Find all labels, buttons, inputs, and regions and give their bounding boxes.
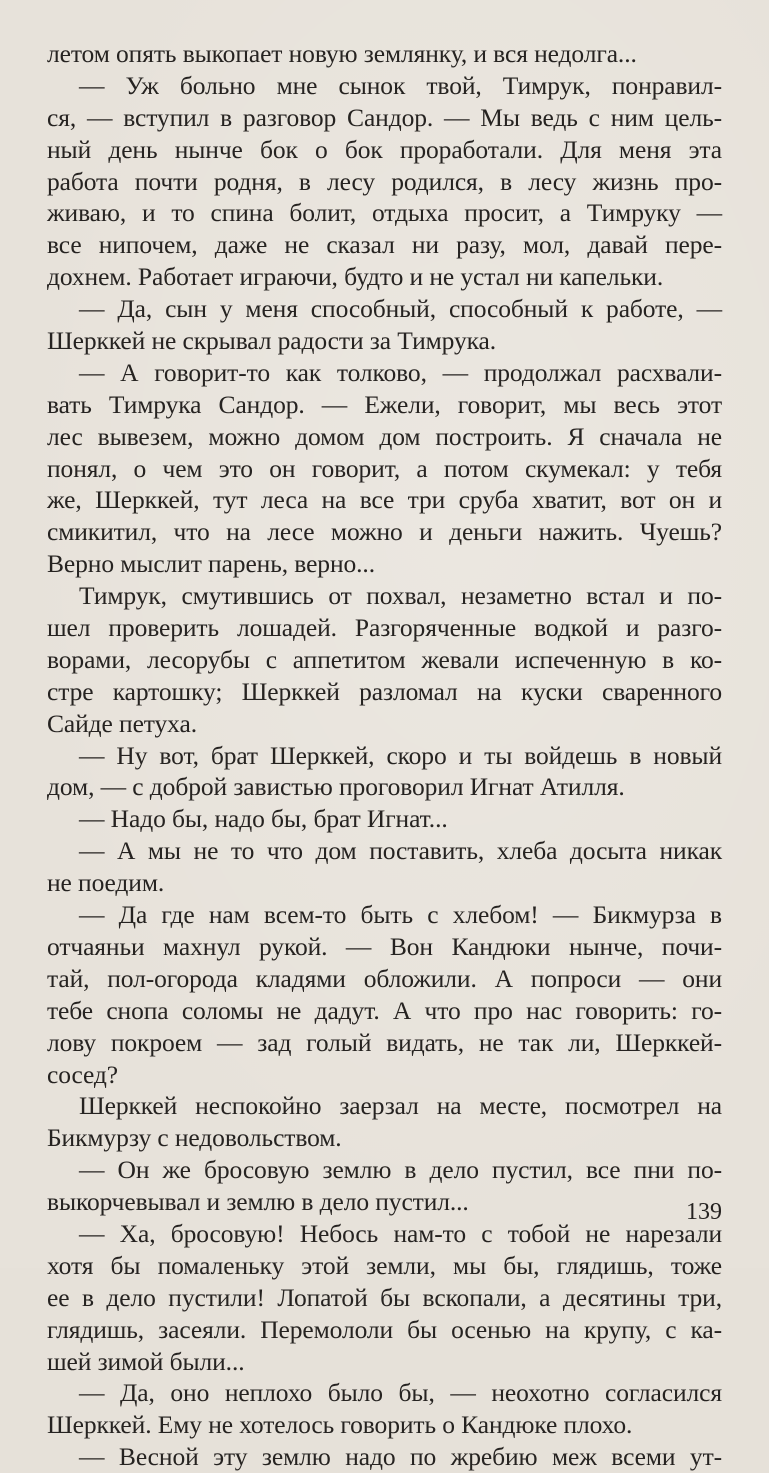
- text-line: стре картошку; Шерккей разломал на куски сваренного: [47, 676, 722, 706]
- text-line: тебе снопа соломы не дадут. А что про нас говорить: го-: [47, 995, 722, 1025]
- text-line: лес вывезем, можно домом дом построить. Я сначала не: [47, 421, 722, 451]
- text-line: — А мы не то что дом поставить, хлеба досыта никак: [79, 836, 722, 866]
- text-line: смикитил, что на лесе можно и деньги нажить. Чуешь?: [47, 517, 722, 547]
- text-line: Шерккей неспокойно заерзал на месте, посмотрел на: [79, 1091, 722, 1121]
- text-line: — Ну вот, брат Шерккей, скоро и ты войдешь в новый: [79, 740, 722, 770]
- body-text: [47, 38, 722, 1473]
- text-line: дохнем. Работает играючи, будто и не устал ни капельки.: [47, 262, 664, 292]
- text-line: же, Шерккей, тут леса на все три сруба хватит, вот он и: [47, 485, 722, 515]
- text-line: Бикмурзу с недовольством.: [47, 1123, 342, 1153]
- text-line: выкорчевывал и землю в дело пустил...: [47, 1187, 469, 1217]
- text-line: работа почти родня, в лесу родился, в лесу жизнь про-: [47, 166, 722, 196]
- text-line: летом опять выкопает новую землянку, и вся недолга...: [47, 39, 637, 68]
- page-number: 139: [686, 1199, 722, 1225]
- text-line: — Уж больно мне сынок твой, Тимрук, понравил-: [79, 70, 722, 100]
- text-line: — Да где нам всем-то быть с хлебом! — Бикмурза в: [79, 900, 722, 930]
- text-line: Шерккей не скрывал радости за Тимрука.: [47, 326, 497, 356]
- text-line: не поедим.: [47, 868, 165, 898]
- text-line: ный день нынче бок о бок проработали. Для меня эта: [47, 134, 722, 164]
- text-line: понял, о чем это он говорит, а потом скумекал: у тебя: [47, 453, 722, 483]
- text-line: — Он же бросовую землю в дело пустил, все пни по-: [79, 1155, 722, 1185]
- text-line: сосед?: [47, 1059, 119, 1089]
- text-line: — Ха, бросовую! Небось нам-то с тобой не нарезали: [79, 1218, 722, 1248]
- text-line: шей зимой были...: [47, 1346, 245, 1376]
- text-line: Сайде петуха.: [47, 708, 197, 738]
- text-line: Шерккей. Ему не хотелось говорить о Кандюке плохо.: [47, 1410, 633, 1440]
- text-line: вать Тимрука Сандор. — Ежели, говорит, мы весь этот: [47, 389, 722, 419]
- text-line: — Весной эту землю надо по жребию меж всеми ут-: [79, 1442, 722, 1472]
- text-line: — Надо бы, надо бы, брат Игнат...: [79, 804, 448, 834]
- text-line: — Да, оно неплохо было бы, — неохотно согласился: [79, 1378, 722, 1408]
- text-line: глядишь, засеяли. Перемололи бы осенью на крупу, с ка-: [47, 1314, 722, 1344]
- text-line: Тимрук, смутившись от похвал, незаметно встал и по-: [79, 581, 722, 611]
- text-line: ее в дело пустили! Лопатой бы вскопали, а десятины три,: [47, 1282, 722, 1312]
- text-line: шел проверить лошадей. Разгоряченные водкой и разго-: [47, 613, 722, 643]
- text-line: живаю, и то спина болит, отдыха просит, а Тимруку —: [47, 198, 722, 228]
- text-line: хотя бы помаленьку этой земли, мы бы, глядишь, тоже: [47, 1250, 722, 1280]
- text-line: лову покроем — зад голый видать, не так ли, Шерккей-: [47, 1027, 722, 1057]
- text-line: Верно мыслит парень, верно...: [47, 549, 375, 579]
- text-line: — А говорит-то как толково, — продолжал расхвали-: [79, 357, 722, 387]
- text-line: — Да, сын у меня способный, способный к работе, —: [79, 294, 722, 324]
- text-line: отчаяньи махнул рукой. — Вон Кандюки нынче, почи-: [47, 931, 722, 961]
- text-line: ворами, лесорубы с аппетитом жевали испеченную в ко-: [47, 644, 722, 674]
- text-line: ся, — вступил в разговор Сандор. — Мы ведь с ним цель-: [47, 102, 722, 132]
- text-line: все нипочем, даже не сказал ни разу, мол, давай пере-: [47, 230, 722, 260]
- text-line: тай, пол-огорода кладями обложили. А попроси — они: [47, 963, 722, 993]
- text-line: дом, — с доброй завистью проговорил Игнат Атилля.: [47, 772, 625, 802]
